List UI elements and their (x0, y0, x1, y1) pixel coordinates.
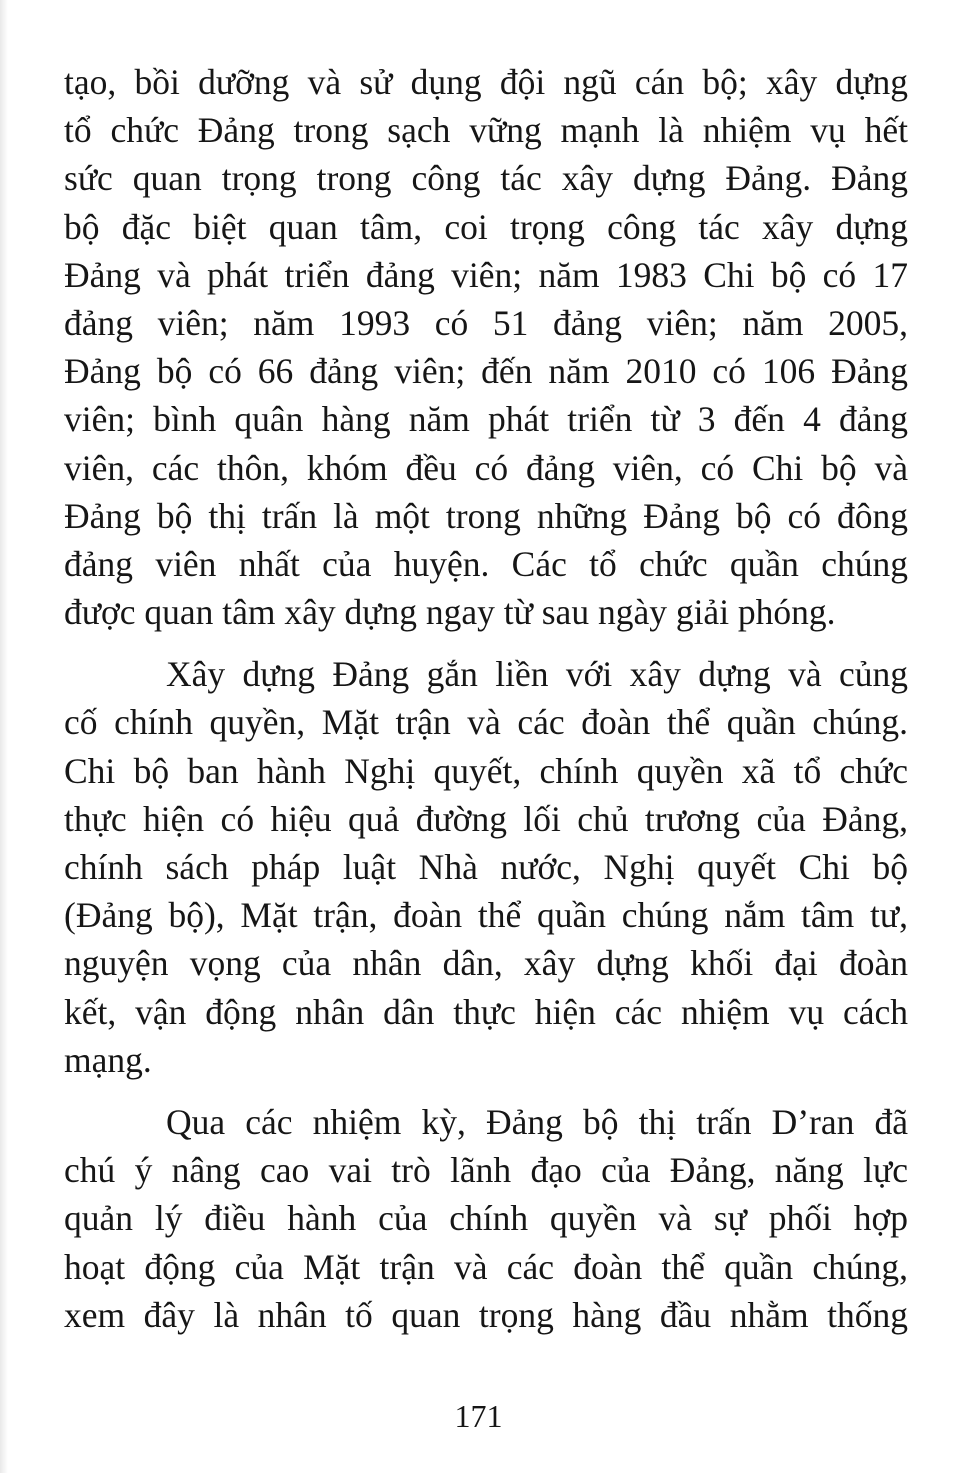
body-text (64, 58, 908, 1339)
text-line: tổ chức Đảng trong sạch vững mạnh là nhiệm vụ hết (64, 110, 908, 151)
text-line: hoạt động của Mặt trận và các đoàn thể quần chúng, (64, 1246, 908, 1287)
text-line: Đảng bộ có 66 đảng viên; đến năm 2010 có 106 Đảng (64, 351, 908, 392)
text-line: cố chính quyền, Mặt trận và các đoàn thể quần chúng. (64, 702, 908, 743)
text-line: kết, vận động nhân dân thực hiện các nhiệm vụ cách (64, 991, 908, 1032)
page-edge-shadow (0, 0, 8, 1473)
text-line: sức quan trọng trong công tác xây dựng Đảng. Đảng (64, 158, 908, 199)
text-line: thực hiện có hiệu quả đường lối chủ trương của Đảng, (64, 798, 908, 839)
text-line: quản lý điều hành của chính quyền và sự phối hợp (64, 1198, 908, 1239)
text-line: viên, các thôn, khóm đều có đảng viên, có Chi bộ và (64, 447, 908, 488)
paragraph-gap (64, 636, 908, 650)
text-line: nguyện vọng của nhân dân, xây dựng khối đại đoàn (64, 943, 908, 984)
text-line: Qua các nhiệm kỳ, Đảng bộ thị trấn D’ran đã (166, 1101, 908, 1142)
text-line: Xây dựng Đảng gắn liền với xây dựng và củng (166, 654, 908, 695)
text-line: chính sách pháp luật Nhà nước, Nghị quyết Chi bộ (64, 847, 908, 887)
text-line: Đảng bộ thị trấn là một trong những Đảng bộ có đông (64, 495, 908, 536)
text-line: Chi bộ ban hành Nghị quyết, chính quyền xã tổ chức (64, 750, 908, 791)
text-line: đảng viên; năm 1993 có 51 đảng viên; năm 2005, (64, 302, 908, 343)
paragraph-gap (64, 1084, 908, 1098)
text-line: tạo, bồi dưỡng và sử dụng đội ngũ cán bộ; xây dựng (64, 62, 908, 102)
text-line: Đảng và phát triển đảng viên; năm 1983 Chi bộ có 17 (64, 254, 908, 295)
text-line: viên; bình quân hàng năm phát triển từ 3 đến 4 đảng (64, 399, 908, 440)
page-number: 171 (454, 1398, 503, 1434)
text-line: chú ý nâng cao vai trò lãnh đạo của Đảng, năng lực (64, 1150, 908, 1191)
text-line: (Đảng bộ), Mặt trận, đoàn thể quần chúng nắm tâm tư, (64, 895, 908, 936)
text-line: bộ đặc biệt quan tâm, coi trọng công tác xây dựng (64, 206, 908, 247)
text-line: mạng. (64, 1039, 152, 1080)
text-line: xem đây là nhân tố quan trọng hàng đầu nhằm thống (64, 1294, 908, 1335)
text-line: được quan tâm xây dựng ngay từ sau ngày giải phóng. (64, 592, 836, 633)
text-line: đảng viên nhất của huyện. Các tổ chức quần chúng (64, 543, 908, 584)
